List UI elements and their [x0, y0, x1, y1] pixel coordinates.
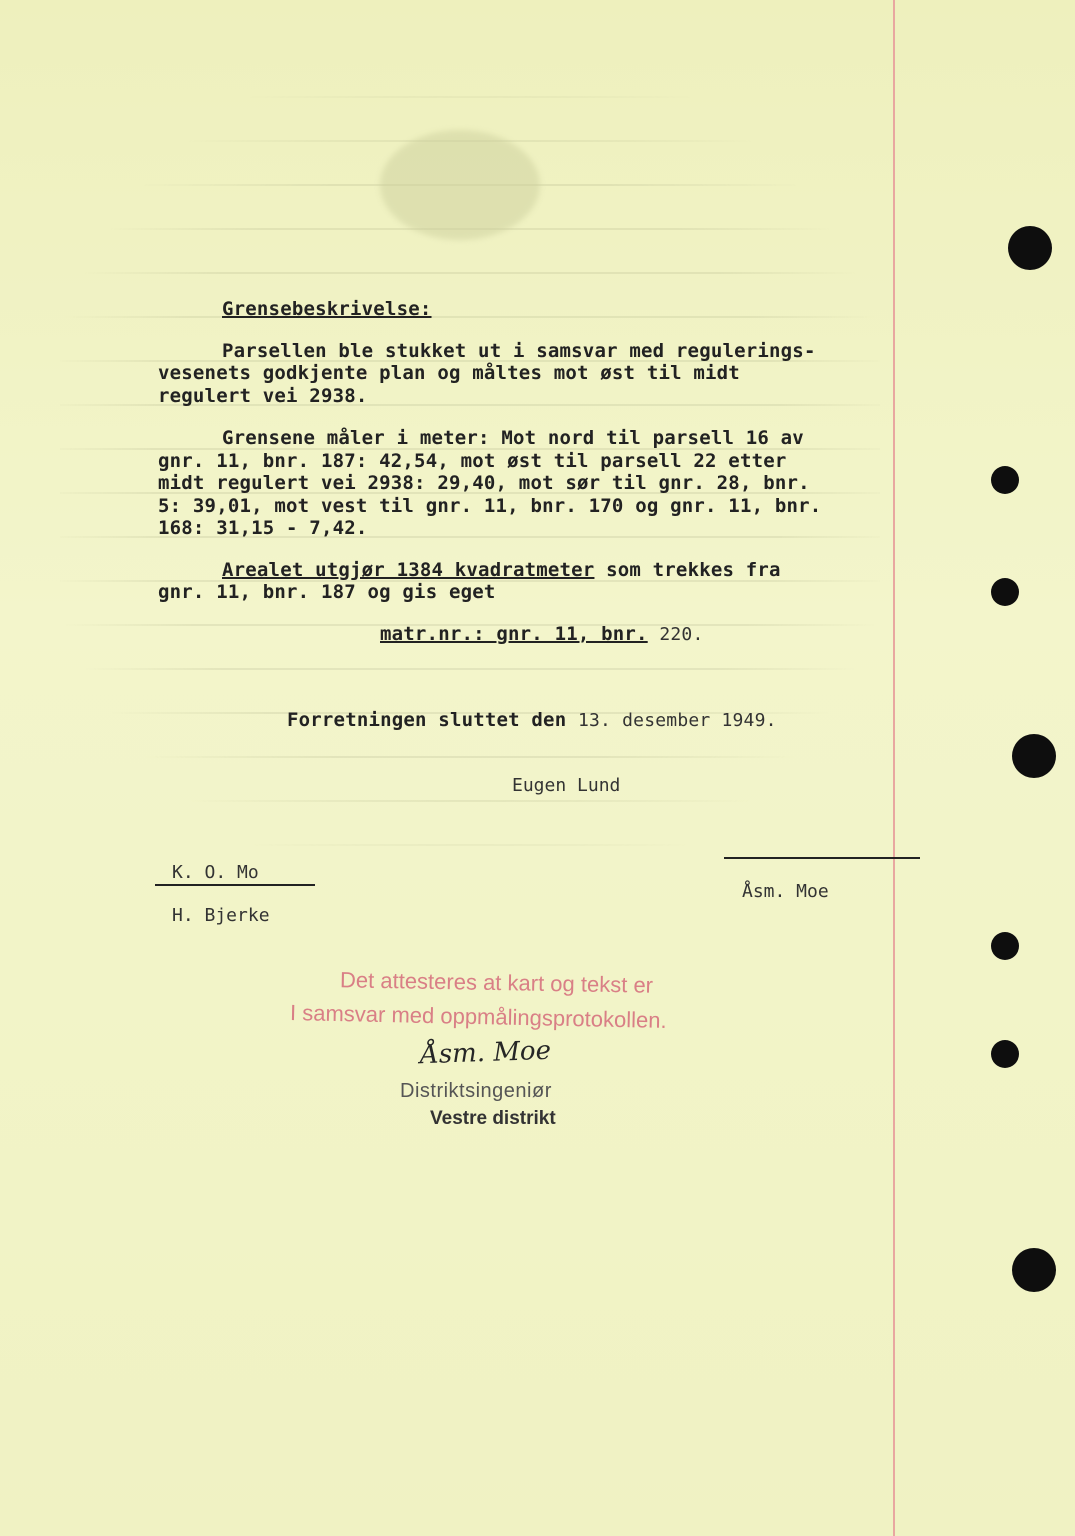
punch-hole: [991, 932, 1019, 960]
matr-number: 220.: [659, 624, 704, 645]
margin-line: [893, 0, 895, 1536]
heading-grensebeskrivelse: Grensebeskrivelse:: [222, 298, 432, 320]
bleed-through-blob: [380, 130, 540, 240]
matr-label: matr.nr.: gnr. 11, bnr.: [380, 623, 648, 645]
signature-rule-left: [155, 884, 315, 886]
area-line-1: [222, 559, 781, 581]
punch-hole: [991, 1040, 1019, 1068]
punch-hole: [1008, 226, 1052, 270]
matr-nr: [380, 623, 704, 645]
signature-rule-right: [724, 857, 920, 859]
closing-date: 13. desember 1949.: [577, 710, 777, 731]
paragraph-2-line-2: gnr. 11, bnr. 187: 42,54, mot øst til parsell 22 etter: [158, 450, 787, 472]
punch-hole: [1012, 734, 1056, 778]
paragraph-1-line-1: Parsellen ble stukket ut i samsvar med regulerings-: [222, 340, 816, 362]
punch-hole: [991, 466, 1019, 494]
punch-hole: [991, 578, 1019, 606]
stamp-handwritten-signature: Åsm. Moe: [419, 1035, 552, 1071]
stamp-title: Distriktsingeniør: [400, 1080, 552, 1102]
area-rest: som trekkes fra: [606, 559, 781, 581]
signature-ko-mo: K. O. Mo: [172, 862, 259, 883]
paragraph-2-line-3: midt regulert vei 2938: 29,40, mot sør til gnr. 28, bnr.: [158, 472, 810, 494]
punch-hole: [1012, 1248, 1056, 1292]
closing-line: [287, 709, 777, 731]
paragraph-2-line-5: 168: 31,15 - 7,42.: [158, 517, 368, 539]
stamp-line-1: Det attesteres at kart og tekst er: [339, 967, 654, 998]
stamp-district: Vestre distrikt: [430, 1108, 556, 1129]
area-line-2: gnr. 11, bnr. 187 og gis eget: [158, 581, 496, 603]
signature-eugen-lund: Eugen Lund: [512, 775, 621, 796]
paragraph-2-line-1: Grensene måler i meter: Mot nord til parsell 16 av: [222, 427, 804, 449]
paragraph-1-line-3: regulert vei 2938.: [158, 385, 368, 407]
paragraph-2-line-4: 5: 39,01, mot vest til gnr. 11, bnr. 170 og gnr. 11, bnr.: [158, 495, 822, 517]
signature-h-bjerke: H. Bjerke: [172, 905, 270, 926]
paragraph-1-line-2: vesenets godkjente plan og måltes mot øst til midt: [158, 362, 740, 384]
closing-label: Forretningen sluttet den: [287, 709, 567, 731]
stamp-line-2: I samsvar med oppmålingsprotokollen.: [289, 1000, 667, 1033]
area-underlined: Arealet utgjør 1384 kvadratmeter: [222, 559, 595, 581]
signature-asm-moe: Åsm. Moe: [742, 881, 829, 902]
